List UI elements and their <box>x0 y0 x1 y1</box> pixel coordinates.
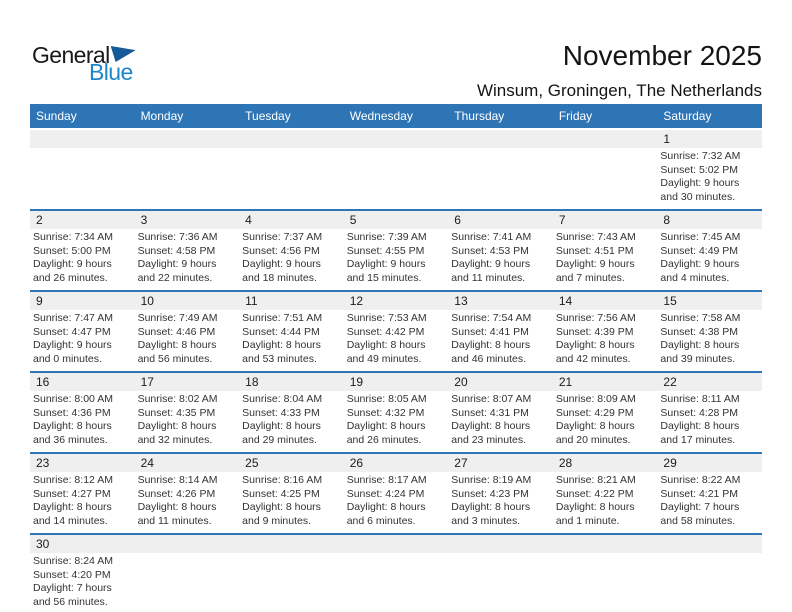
day-number-empty <box>135 130 240 148</box>
day-number-14: 14 <box>558 294 573 308</box>
day-cell-15 <box>657 310 762 371</box>
sunrise-text: Sunrise: 7:41 AM <box>451 231 532 243</box>
week-row-1 <box>30 130 762 209</box>
day-number-empty <box>344 535 449 553</box>
daylight-text: Daylight: 8 hours and 11 minutes. <box>137 501 217 527</box>
day-cell-empty <box>135 148 240 209</box>
daylight-text: Daylight: 8 hours and 6 minutes. <box>346 501 426 527</box>
daylight-text: Daylight: 8 hours and 14 minutes. <box>33 501 112 527</box>
day-number-empty <box>448 130 553 148</box>
day-cell-4 <box>239 229 344 290</box>
week-row-4 <box>30 371 762 452</box>
day-cell-19 <box>344 391 449 452</box>
daylight-text: Daylight: 9 hours and 30 minutes. <box>660 177 740 203</box>
sunrise-text: Sunrise: 8:19 AM <box>451 474 532 486</box>
sunset-text: Sunset: 4:46 PM <box>137 325 216 338</box>
daylight-text: Daylight: 8 hours and 23 minutes. <box>451 420 531 446</box>
day-cells-row <box>30 310 762 371</box>
sunset-text: Sunset: 4:27 PM <box>33 487 111 500</box>
sunrise-text: Sunrise: 7:47 AM <box>33 312 113 324</box>
day-cell-13 <box>448 310 553 371</box>
day-number-band <box>30 373 762 391</box>
daylight-text: Daylight: 8 hours and 53 minutes. <box>242 339 321 365</box>
day-cell-2 <box>30 229 135 290</box>
weekday-header-wednesday: Wednesday <box>349 109 413 123</box>
day-number-empty <box>448 535 553 553</box>
day-number-empty <box>553 535 658 553</box>
day-number-21: 21 <box>558 375 573 389</box>
day-cells-row <box>30 391 762 452</box>
day-cells-row <box>30 472 762 533</box>
sunset-text: Sunset: 4:31 PM <box>451 406 529 419</box>
day-cell-empty <box>657 553 762 612</box>
day-number-7: 7 <box>558 213 566 227</box>
day-number-9: 9 <box>36 294 43 308</box>
sunrise-text: Sunrise: 8:24 AM <box>33 555 113 567</box>
daylight-text: Daylight: 8 hours and 56 minutes. <box>137 339 217 365</box>
day-number-17: 17 <box>140 375 154 389</box>
sunset-text: Sunset: 4:38 PM <box>660 325 739 338</box>
day-number-band <box>30 454 762 472</box>
weekday-header-monday: Monday <box>140 109 184 123</box>
day-cell-20 <box>448 391 553 452</box>
sunset-text: Sunset: 4:44 PM <box>242 325 320 338</box>
day-cell-empty <box>135 553 240 612</box>
weekday-header-friday: Friday <box>558 109 593 123</box>
sunrise-text: Sunrise: 7:32 AM <box>660 150 741 162</box>
sunrise-text: Sunrise: 7:54 AM <box>451 312 532 324</box>
sunset-text: Sunset: 4:55 PM <box>346 244 425 257</box>
day-cell-empty <box>239 148 344 209</box>
day-cell-12 <box>344 310 449 371</box>
sunrise-text: Sunrise: 7:34 AM <box>33 231 113 243</box>
daylight-text: Daylight: 9 hours and 0 minutes. <box>33 339 112 365</box>
daylight-text: Daylight: 8 hours and 29 minutes. <box>242 420 321 446</box>
sunset-text: Sunset: 5:02 PM <box>660 163 739 176</box>
day-number-empty <box>657 535 762 553</box>
day-cell-11 <box>239 310 344 371</box>
sunset-text: Sunset: 4:32 PM <box>346 406 425 419</box>
week-row-3 <box>30 290 762 371</box>
day-number-4: 4 <box>245 213 252 227</box>
day-number-band <box>30 292 762 310</box>
day-cell-9 <box>30 310 135 371</box>
sunrise-text: Sunrise: 7:56 AM <box>555 312 636 324</box>
day-cells-row <box>30 553 762 612</box>
title-block <box>477 40 762 101</box>
daylight-text: Daylight: 7 hours and 58 minutes. <box>660 501 740 527</box>
day-cell-empty <box>344 553 449 612</box>
day-cell-23 <box>30 472 135 533</box>
day-number-6: 6 <box>454 213 461 227</box>
day-number-30: 30 <box>36 537 50 551</box>
sunrise-text: Sunrise: 8:21 AM <box>555 474 636 486</box>
week-row-5 <box>30 452 762 533</box>
sunset-text: Sunset: 4:20 PM <box>33 568 111 581</box>
sunset-text: Sunset: 4:28 PM <box>660 406 739 419</box>
sunrise-text: Sunrise: 7:45 AM <box>660 231 741 243</box>
day-number-24: 24 <box>140 456 154 470</box>
day-cell-1 <box>657 148 762 209</box>
day-cell-empty <box>448 553 553 612</box>
sunrise-text: Sunrise: 7:49 AM <box>137 312 218 324</box>
sunset-text: Sunset: 4:49 PM <box>660 244 739 257</box>
sunset-text: Sunset: 4:41 PM <box>451 325 529 338</box>
day-number-27: 27 <box>454 456 468 470</box>
daylight-text: Daylight: 8 hours and 49 minutes. <box>346 339 426 365</box>
day-cell-29 <box>657 472 762 533</box>
sunset-text: Sunset: 4:26 PM <box>137 487 216 500</box>
calendar-table <box>30 104 762 612</box>
day-number-band <box>30 535 762 553</box>
day-number-29: 29 <box>663 456 677 470</box>
day-cell-26 <box>344 472 449 533</box>
weekday-header-tuesday: Tuesday <box>245 109 291 123</box>
weekday-header-sunday: Sunday <box>36 109 77 123</box>
day-number-empty <box>135 535 240 553</box>
day-cell-22 <box>657 391 762 452</box>
day-number-5: 5 <box>349 213 357 227</box>
day-number-11: 11 <box>245 294 258 308</box>
daylight-text: Daylight: 9 hours and 15 minutes. <box>346 258 426 284</box>
daylight-text: Daylight: 8 hours and 32 minutes. <box>137 420 217 446</box>
page-subtitle: Winsum, Groningen, The Netherlands <box>476 81 762 100</box>
sunset-text: Sunset: 4:39 PM <box>555 325 634 338</box>
logo-text-general: General <box>32 42 110 68</box>
day-cell-10 <box>135 310 240 371</box>
sunrise-text: Sunrise: 8:04 AM <box>242 393 323 405</box>
weekday-header-thursday: Thursday <box>454 109 505 123</box>
day-number-22: 22 <box>663 375 677 389</box>
daylight-text: Daylight: 8 hours and 20 minutes. <box>555 420 635 446</box>
sunrise-text: Sunrise: 8:22 AM <box>660 474 741 486</box>
sunset-text: Sunset: 4:35 PM <box>137 406 216 419</box>
sunrise-text: Sunrise: 8:09 AM <box>555 393 636 405</box>
day-number-band <box>30 211 762 229</box>
sunrise-text: Sunrise: 8:11 AM <box>660 393 740 405</box>
day-cell-21 <box>553 391 658 452</box>
day-number-13: 13 <box>454 294 468 308</box>
sunset-text: Sunset: 4:36 PM <box>33 406 111 419</box>
day-number-19: 19 <box>349 375 364 389</box>
day-cell-empty <box>448 148 553 209</box>
day-number-26: 26 <box>349 456 364 470</box>
day-cell-24 <box>135 472 240 533</box>
sunrise-text: Sunrise: 8:07 AM <box>451 393 532 405</box>
day-cell-7 <box>553 229 658 290</box>
sunset-text: Sunset: 4:29 PM <box>555 406 634 419</box>
day-cell-3 <box>135 229 240 290</box>
day-cell-empty <box>553 148 658 209</box>
day-number-2: 2 <box>36 213 43 227</box>
day-cells-row <box>30 148 762 209</box>
day-number-18: 18 <box>245 375 259 389</box>
day-cell-18 <box>239 391 344 452</box>
day-number-23: 23 <box>36 456 50 470</box>
sunrise-text: Sunrise: 7:37 AM <box>242 231 323 243</box>
sunrise-text: Sunrise: 7:58 AM <box>660 312 741 324</box>
daylight-text: Daylight: 8 hours and 36 minutes. <box>33 420 112 446</box>
sunset-text: Sunset: 4:56 PM <box>242 244 320 257</box>
daylight-text: Daylight: 9 hours and 7 minutes. <box>555 258 635 284</box>
day-cell-28 <box>553 472 658 533</box>
day-number-band <box>30 130 762 148</box>
week-row-2 <box>30 209 762 290</box>
daylight-text: Daylight: 8 hours and 3 minutes. <box>451 501 531 527</box>
sunrise-text: Sunrise: 8:17 AM <box>346 474 427 486</box>
calendar-grid <box>30 130 762 612</box>
day-number-16: 16 <box>36 375 50 389</box>
daylight-text: Daylight: 9 hours and 26 minutes. <box>33 258 112 284</box>
weekday-header-row <box>30 104 762 128</box>
sunset-text: Sunset: 4:23 PM <box>451 487 529 500</box>
daylight-text: Daylight: 8 hours and 26 minutes. <box>346 420 426 446</box>
sunset-text: Sunset: 4:53 PM <box>451 244 529 257</box>
day-number-8: 8 <box>663 213 671 227</box>
sunrise-text: Sunrise: 7:36 AM <box>137 231 218 243</box>
sunrise-text: Sunrise: 8:16 AM <box>242 474 323 486</box>
page-title: November 2025 <box>562 40 762 71</box>
day-cell-16 <box>30 391 135 452</box>
day-number-empty <box>30 130 135 148</box>
sunrise-text: Sunrise: 7:39 AM <box>346 231 427 243</box>
daylight-text: Daylight: 8 hours and 46 minutes. <box>451 339 531 365</box>
day-cells-row <box>30 229 762 290</box>
daylight-text: Daylight: 9 hours and 22 minutes. <box>137 258 217 284</box>
day-number-15: 15 <box>663 294 677 308</box>
day-number-3: 3 <box>140 213 148 227</box>
day-cell-empty <box>30 148 135 209</box>
sunrise-text: Sunrise: 7:53 AM <box>346 312 427 324</box>
daylight-text: Daylight: 9 hours and 18 minutes. <box>242 258 321 284</box>
sunset-text: Sunset: 4:42 PM <box>346 325 425 338</box>
day-number-1: 1 <box>663 132 671 146</box>
sunrise-text: Sunrise: 7:51 AM <box>242 312 323 324</box>
weekday-header-saturday: Saturday <box>663 109 712 123</box>
day-cell-empty <box>344 148 449 209</box>
day-cell-empty <box>239 553 344 612</box>
daylight-text: Daylight: 8 hours and 9 minutes. <box>242 501 321 527</box>
sunrise-text: Sunrise: 8:00 AM <box>33 393 113 405</box>
sunset-text: Sunset: 4:58 PM <box>137 244 216 257</box>
day-number-28: 28 <box>558 456 573 470</box>
daylight-text: Daylight: 8 hours and 1 minute. <box>555 501 635 527</box>
daylight-text: Daylight: 9 hours and 4 minutes. <box>660 258 740 284</box>
sunset-text: Sunset: 4:47 PM <box>33 325 111 338</box>
general-blue-logo <box>32 42 136 85</box>
day-number-12: 12 <box>349 294 364 308</box>
daylight-text: Daylight: 8 hours and 42 minutes. <box>555 339 635 365</box>
sunrise-text: Sunrise: 8:12 AM <box>33 474 113 486</box>
day-number-empty <box>239 130 344 148</box>
day-number-25: 25 <box>245 456 259 470</box>
day-cell-30 <box>30 553 135 612</box>
day-cell-6 <box>448 229 553 290</box>
day-cell-27 <box>448 472 553 533</box>
logo-text-blue: Blue <box>89 59 133 85</box>
sunset-text: Sunset: 4:24 PM <box>346 487 425 500</box>
day-cell-25 <box>239 472 344 533</box>
week-row-6 <box>30 533 762 612</box>
day-cell-14 <box>553 310 658 371</box>
day-cell-17 <box>135 391 240 452</box>
day-cell-8 <box>657 229 762 290</box>
sunset-text: Sunset: 4:51 PM <box>555 244 634 257</box>
sunset-text: Sunset: 4:33 PM <box>242 406 320 419</box>
day-number-empty <box>344 130 449 148</box>
daylight-text: Daylight: 8 hours and 39 minutes. <box>660 339 740 365</box>
day-cell-5 <box>344 229 449 290</box>
day-number-empty <box>553 130 658 148</box>
sunrise-text: Sunrise: 8:14 AM <box>137 474 218 486</box>
daylight-text: Daylight: 8 hours and 17 minutes. <box>660 420 740 446</box>
sunset-text: Sunset: 4:21 PM <box>660 487 739 500</box>
sunrise-text: Sunrise: 8:02 AM <box>137 393 218 405</box>
sunrise-text: Sunrise: 8:05 AM <box>346 393 427 405</box>
sunrise-text: Sunrise: 7:43 AM <box>555 231 636 243</box>
sunset-text: Sunset: 4:22 PM <box>555 487 634 500</box>
day-number-20: 20 <box>454 375 468 389</box>
daylight-text: Daylight: 7 hours and 56 minutes. <box>33 582 112 608</box>
day-number-empty <box>239 535 344 553</box>
daylight-text: Daylight: 9 hours and 11 minutes. <box>451 258 531 284</box>
sunset-text: Sunset: 5:00 PM <box>33 244 111 257</box>
sunset-text: Sunset: 4:25 PM <box>242 487 320 500</box>
day-number-10: 10 <box>140 294 154 308</box>
day-cell-empty <box>553 553 658 612</box>
